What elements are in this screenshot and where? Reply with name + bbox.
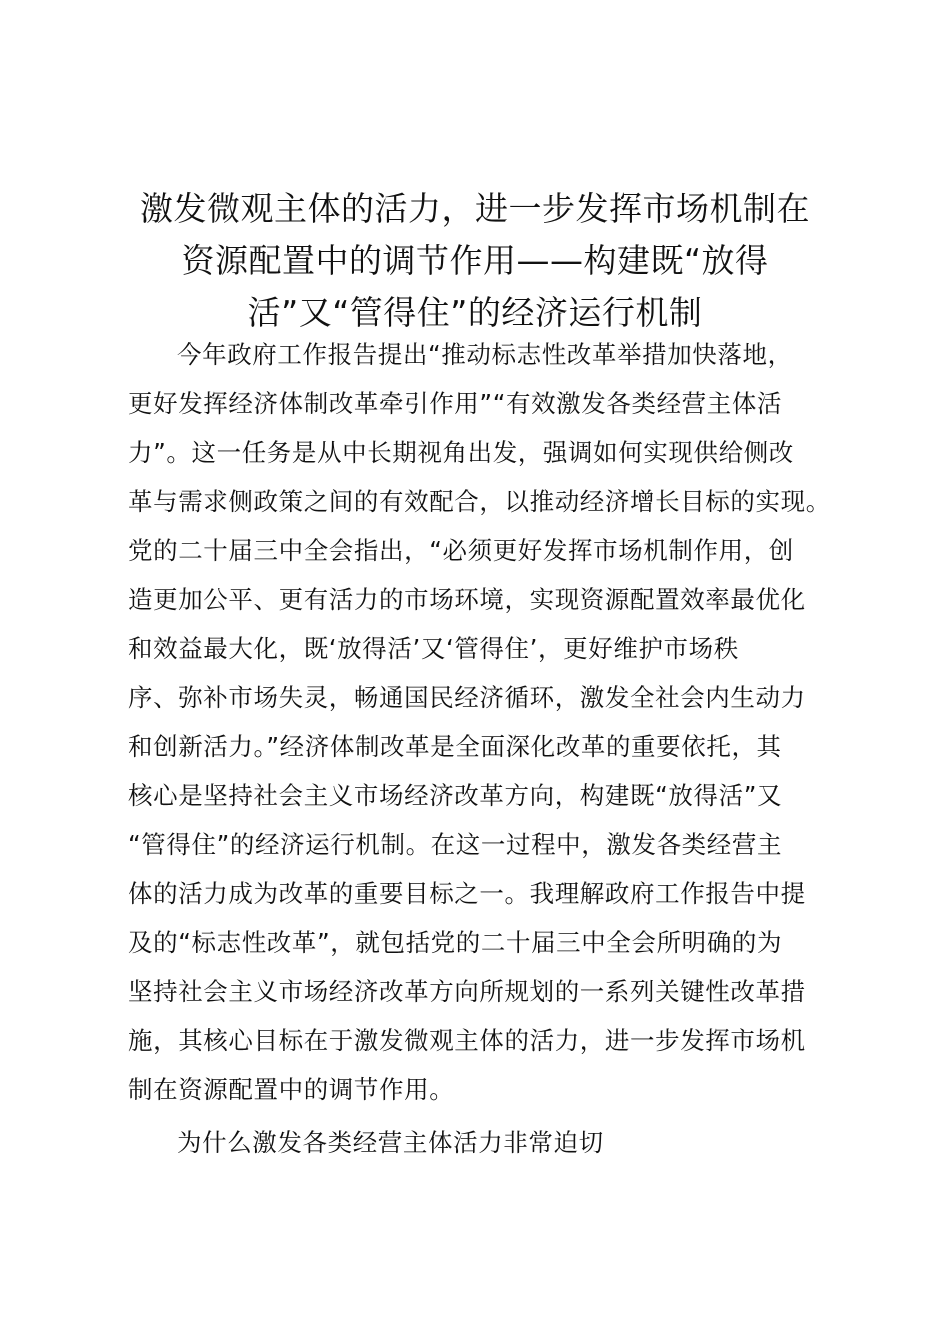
body-line-5: 党的二十届三中全会指出，“必须更好发挥市场机制作用，创 <box>128 536 794 565</box>
body-line-13: 及的“标志性改革”，就包括党的二十届三中全会所明确的为 <box>128 928 783 957</box>
title-line-3: 活”又“管得住”的经济运行机制 <box>247 293 703 332</box>
body-line-14: 坚持社会主义市场经济改革方向所规划的一系列关键性改革措 <box>128 977 806 1006</box>
title-line-1: 激发微观主体的活力，进一步发挥市场机制在 <box>140 189 810 228</box>
body-line-2: 更好发挥经济体制改革牵引作用”“有效激发各类经营主体活 <box>128 389 783 418</box>
body-line-7: 和效益最大化，既‘放得活’又‘管得住’，更好维护市场秩 <box>128 634 739 663</box>
body-line-6: 造更加公平、更有活力的市场环境，实现资源配置效率最优化 <box>128 585 806 614</box>
body-line-16: 制在资源配置中的调节作用。 <box>128 1075 455 1104</box>
document-title <box>110 183 840 339</box>
body-line-8: 序、弥补市场失灵，畅通国民经济循环，激发全社会内生动力 <box>128 683 806 712</box>
body-line-9: 和创新活力。”经济体制改革是全面深化改革的重要依托，其 <box>128 732 782 761</box>
title-line-2: 资源配置中的调节作用——构建既“放得 <box>181 241 769 280</box>
body-line-15: 施，其核心目标在于激发微观主体的活力，进一步发挥市场机 <box>128 1026 806 1055</box>
section-heading: 为什么激发各类经营主体活力非常迫切 <box>177 1128 604 1157</box>
body-line-4: 革与需求侧政策之间的有效配合，以推动经济增长目标的实现。 <box>128 487 831 516</box>
body-line-11: “管得住”的经济运行机制。在这一过程中，激发各类经营主 <box>128 830 783 859</box>
body-line-10: 核心是坚持社会主义市场经济改革方向，构建既“放得活”又 <box>128 781 783 810</box>
body-line-1: 今年政府工作报告提出“推动标志性改革举措加快落地， <box>177 340 793 369</box>
body-line-3: 力”。这一任务是从中长期视角出发，强调如何实现供给侧改 <box>128 438 794 467</box>
body-line-12: 体的活力成为改革的重要目标之一。我理解政府工作报告中提 <box>128 879 806 908</box>
body-text <box>0 330 950 1167</box>
